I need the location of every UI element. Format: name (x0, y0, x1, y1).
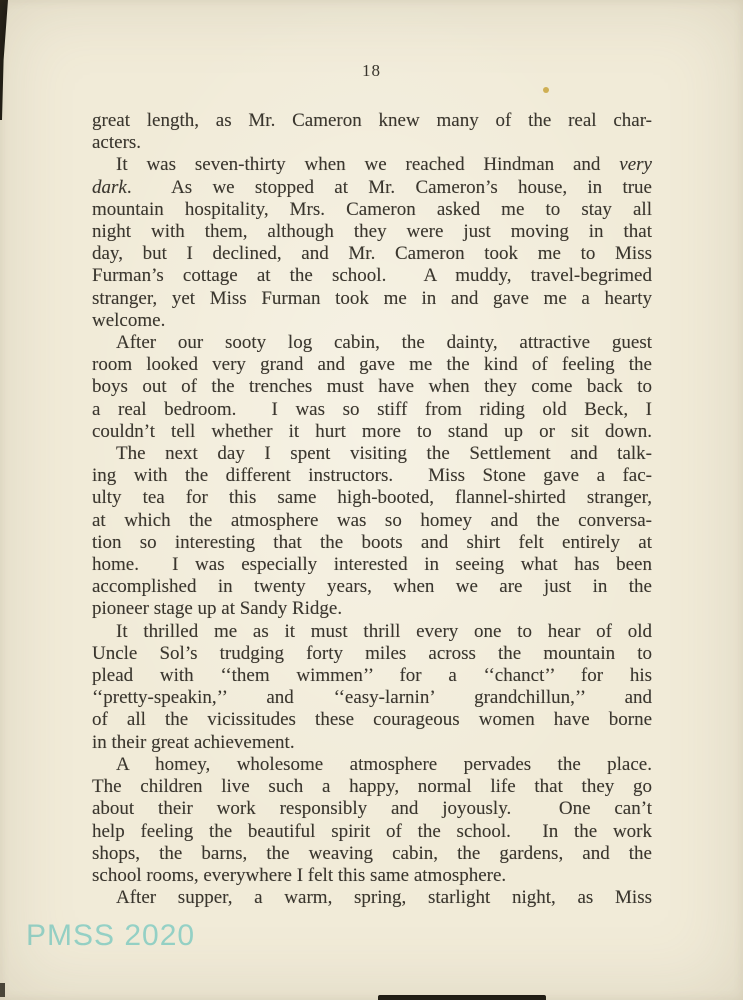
text-segment: The children live such a happy, normal life that they go (92, 776, 652, 798)
text-segment: plead with ‘‘them wimmen’’ for a ‘‘chanct’’ for his (92, 665, 652, 687)
text-line (92, 354, 652, 376)
text-line (92, 665, 652, 687)
text-line (92, 199, 652, 221)
text-line (92, 598, 652, 620)
scan-artifact-top-left-edge (0, 0, 8, 120)
text-line (92, 487, 652, 509)
text-segment: . As we stopped at Mr. Cameron’s house, in true (126, 176, 652, 198)
text-segment: about their work responsibly and joyously. One can’t (92, 798, 652, 820)
italic-text: very (619, 154, 652, 176)
text-line (92, 288, 652, 310)
text-segment: After supper, a warm, spring, starlight night, as Miss (116, 887, 652, 909)
text-segment: home. I was especially interested in seeing what has been (92, 554, 652, 576)
text-segment: at which the atmosphere was so homey and the conversa- (92, 509, 652, 531)
text-segment: After our sooty log cabin, the dainty, attractive guest (116, 332, 652, 354)
text-segment: night with them, although they were just moving in that (92, 221, 652, 243)
text-line (92, 621, 652, 643)
text-segment: boys out of the trenches must have when they come back to (92, 376, 652, 398)
text-segment: acters. (92, 132, 142, 154)
text-segment: help feeling the beautiful spirit of the school. In the work (92, 820, 652, 842)
text-segment: in their great achievement. (92, 731, 295, 753)
text-segment: A homey, wholesome atmosphere pervades the place. (116, 753, 652, 775)
text-segment: The next day I spent visiting the Settlement and talk- (116, 443, 652, 465)
text-line (92, 221, 652, 243)
page-number: 18 (362, 61, 381, 80)
text-segment: of all the vicissitudes these courageous women have borne (92, 709, 652, 731)
text-line (92, 576, 652, 598)
text-segment: great length, as Mr. Cameron knew many of the real char- (92, 110, 652, 131)
text-line (92, 510, 652, 532)
italic-text: dark (92, 176, 127, 198)
text-segment: Furman’s cottage at the school. A muddy, travel-begrimed (92, 265, 652, 287)
text-line (92, 732, 652, 754)
text-line (92, 821, 652, 843)
text-segment: ‘‘pretty-speakin,’’ and ‘‘easy-larnin’ grandchillun,’’ and (92, 687, 652, 709)
scan-artifact-bottom-edge (378, 995, 546, 1000)
text-segment: It thrilled me as it must thrill every one to hear of old (116, 620, 652, 642)
text-line (92, 154, 652, 176)
text-segment: It was seven-thirty when we reached Hindman and (116, 154, 620, 176)
text-line (92, 532, 652, 554)
text-line (92, 776, 652, 798)
text-segment: day, but I declined, and Mr. Cameron took me to Miss (92, 243, 652, 265)
text-line (92, 798, 652, 820)
text-line (92, 687, 652, 709)
paper-speck (543, 87, 549, 93)
text-segment: couldn’t tell whether it hurt more to stand up or sit down. (92, 420, 652, 442)
text-segment: school rooms, everywhere I felt this same atmosphere. (92, 864, 507, 886)
text-segment: room looked very grand and gave me the kind of feeling the (92, 354, 652, 376)
text-line (92, 643, 652, 665)
text-segment: ing with the different instructors. Miss Stone gave a fac- (92, 465, 652, 487)
text-segment: pioneer stage up at Sandy Ridge. (92, 598, 343, 620)
text-line (92, 887, 652, 909)
text-line (92, 865, 652, 887)
text-line (92, 110, 652, 132)
text-segment: accomplished in twenty years, when we are just in the (92, 576, 652, 598)
text-line (92, 465, 652, 487)
text-line (92, 177, 652, 199)
watermark: PMSS 2020 (26, 919, 196, 952)
page-text (92, 110, 652, 909)
text-segment: stranger, yet Miss Furman took me in and gave me a hearty (92, 287, 652, 309)
text-line (92, 310, 652, 332)
text-line (92, 132, 652, 154)
text-line (92, 421, 652, 443)
text-line (92, 554, 652, 576)
text-segment: shops, the barns, the weaving cabin, the gardens, and the (92, 842, 652, 864)
text-line (92, 754, 652, 776)
scan-artifact-bottom-left-edge (0, 983, 5, 997)
text-line (92, 443, 652, 465)
text-segment: tion so interesting that the boots and shirt felt entirely at (92, 531, 652, 553)
text-line (92, 332, 652, 354)
text-segment: ulty tea for this same high-booted, flannel-shirted stranger, (92, 487, 652, 509)
text-line (92, 265, 652, 287)
text-line (92, 399, 652, 421)
text-line (92, 709, 652, 731)
text-segment: welcome. (92, 309, 166, 331)
text-line (92, 376, 652, 398)
text-segment: mountain hospitality, Mrs. Cameron asked me to stay all (92, 198, 652, 220)
text-segment: Uncle Sol’s trudging forty miles across the mountain to (92, 642, 652, 664)
text-line (92, 843, 652, 865)
text-line (92, 243, 652, 265)
text-segment: a real bedroom. I was so stiff from riding old Beck, I (92, 398, 652, 420)
